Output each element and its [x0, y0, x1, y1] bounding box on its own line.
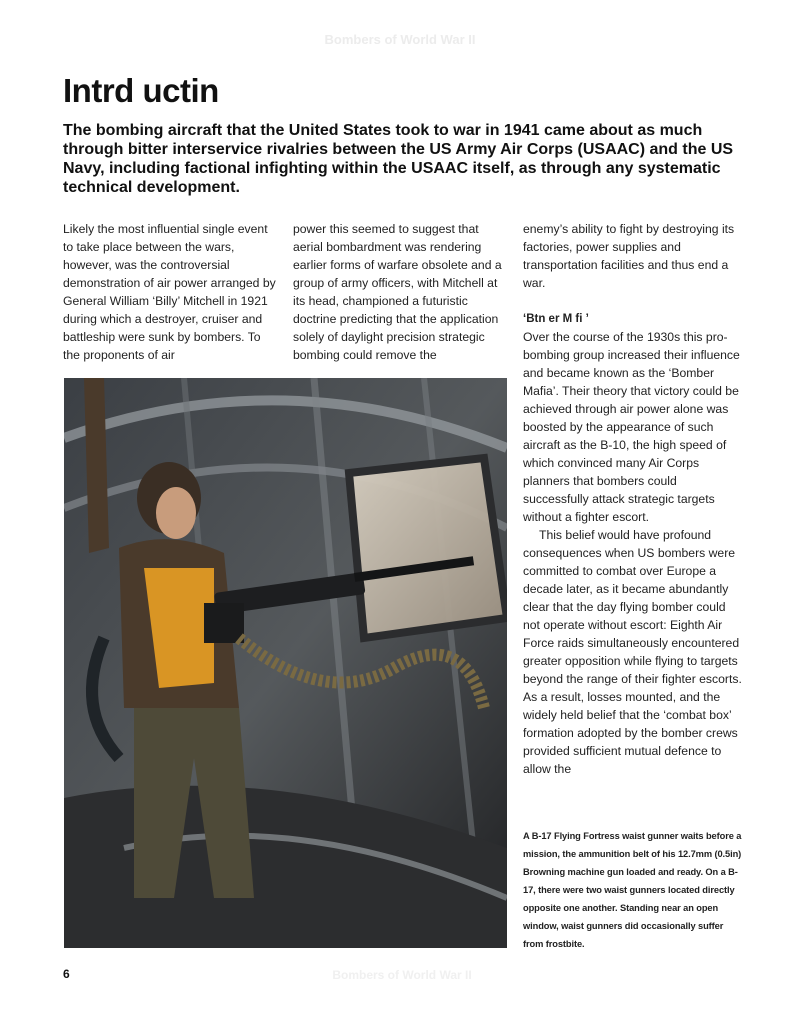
intro-paragraph: The bombing aircraft that the United States took to war in 1941 came about as much through bitter interservice rivalries between the US Army Air Corps (USAAC) and the US Navy, including factional infighting within the USAAC itself, as through any systematic technical development.	[63, 122, 734, 196]
section-subheading: ‘Btn er M fi ’	[523, 313, 589, 325]
photo-caption: A B-17 Flying Fortress waist gunner waits before a mission, the ammunition belt of his 12.7mm (0.5in) Browning machine gun loaded and ready. On a B-17, there were two waist gunners located directly opposite one another. Standing near an open window, waist gunners did occasionally suffer from frostbite.	[523, 831, 742, 949]
text-column-2	[293, 220, 511, 364]
column3-para2: Over the course of the 1930s this pro-bombing group increased their influence and became known as the ‘Bomber Mafia’. Their theory that victory could be achieved through air power alone was boosted by the appearance of such aircraft as the B-10, the high speed of which convinced many Air Corps planners that bombers could successfully attack strategic targets without a fighter escort.	[523, 330, 740, 524]
photo-illustration	[64, 378, 507, 948]
footer-mark: Bombers of World War II	[332, 968, 472, 982]
column1-text: Likely the most influential single event to take place between the wars, however, was the controversial demonstration of air power arranged by General William ‘Billy’ Mitchell in 1921 during which a destroyer, cruiser and battleship were sunk by bombers. To the proponents of air	[63, 222, 276, 362]
running-head: Bombers of World War II	[324, 32, 476, 47]
column3-para1: enemy’s ability to fight by destroying its factories, power supplies and transportation facilities and thus end a war.	[523, 222, 735, 290]
waist-gunner-photo	[64, 378, 507, 948]
page-number: 6	[63, 967, 70, 981]
text-column-1	[63, 220, 278, 364]
column3-para3: This belief would have profound consequences when US bombers were committed to combat over Europe a decade later, as it became abundantly clear that the day flying bomber could not operate without escort: Eighth Air Force raids simultaneously encountered greater opposition while flying to targets beyond the range of their fighter escorts. As a result, losses mounted, and the widely held belief that the ‘combat box’ formation adopted by the bomber crews provided sufficient mutual defence to allow the	[523, 528, 742, 776]
column2-text: power this seemed to suggest that aerial bombardment was rendering earlier forms of warfare obsolete and a group of army officers, with Mitchell at its head, championed a futuristic doctrine predicting that the application solely of daylight precision strategic bombing could remove the	[293, 222, 502, 362]
text-column-3	[523, 220, 743, 778]
page-title: Intrd uctin	[63, 72, 219, 109]
